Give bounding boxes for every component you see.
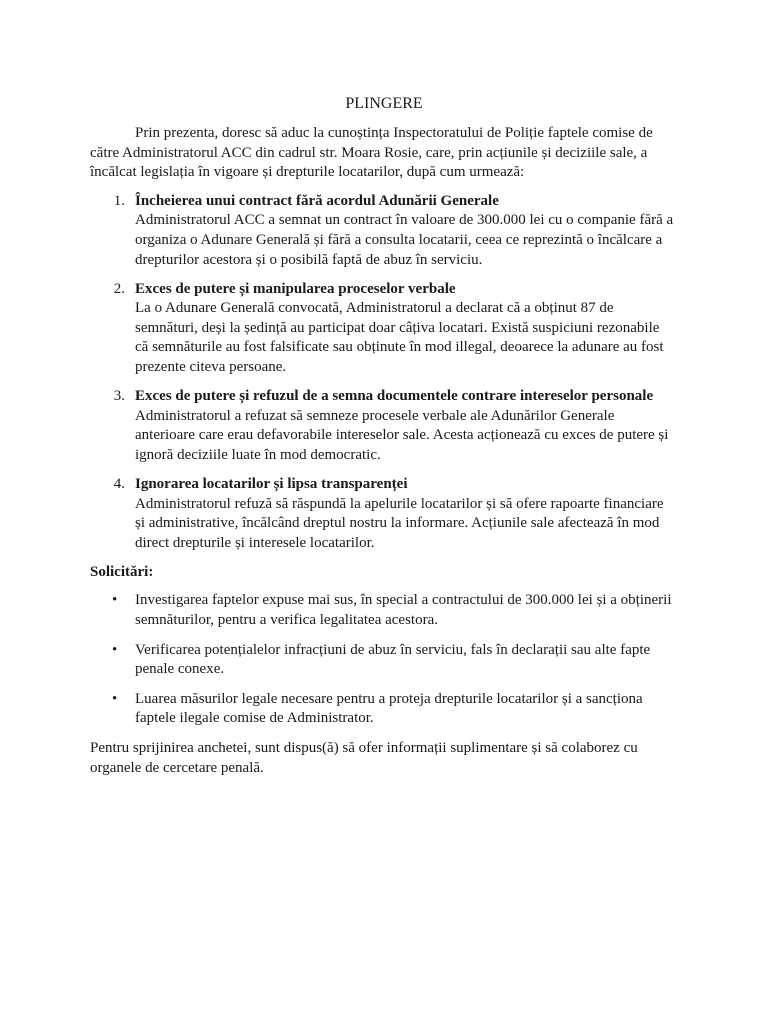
item-heading: Ignorarea locatarilor și lipsa transparenței [135, 476, 408, 492]
complaint-item [90, 192, 676, 270]
document-body [90, 124, 676, 778]
item-text: Administratorul a refuzat să semneze procesele verbale ale Adunărilor Generale anterioare care erau defavorabile intereselor sale. Acesta acționează cu exces de putere și ignoră deciziile luate în mod democratic. [135, 407, 669, 463]
complaint-list [90, 192, 676, 554]
item-number: 4. [113, 476, 125, 492]
complaint-item [90, 387, 676, 465]
complaint-item [90, 280, 676, 378]
item-text: La o Adunare Generală convocată, Administratorul a declarat că a obținut 87 de semnături, deși la ședință au participat doar câțiva locatari. Există suspiciuni rezonabile că semnăturile au fost falsificate sau obținute în mod illegal, deoarece la adunare au fost prezente citeva persoane. [135, 300, 664, 376]
item-heading: Încheierea unui contract fără acordul Adunării Generale [135, 192, 499, 209]
document-title: PLINGERE [345, 95, 423, 112]
intro-paragraph: Prin prezenta, doresc să aduc la cunoștința Inspectoratului de Poliție faptele comise de către Administratorul ACC din cadrul str. Moara Rosie, care, prin acțiunile și deciziile sale, a încălcat legislația în vigoare și drepturile locatarilor, după cum urmează: [90, 125, 653, 181]
request-text: Luarea măsurilor legale necesare pentru a proteja drepturile locatarilor și a sancționa faptele ilegale comise de Administrator. [135, 690, 643, 727]
request-item [90, 690, 676, 729]
request-text: Verificarea potențialelor infracțiuni de abuz în serviciu, fals în declarații sau alte fapte penale conexe. [135, 641, 651, 678]
item-text: Administratorul ACC a semnat un contract în valoare de 300.000 lei cu o companie fără a organiza o Adunare Generală și fără a consulta locatarii, ceea ce reprezintă o încălcare a drepturilor acestora și o posibilă faptă de abuz în serviciu. [135, 212, 674, 268]
item-heading: Exces de putere și manipularea proceselor verbale [135, 280, 456, 297]
bullet-icon: • [112, 592, 118, 609]
item-number: 1. [113, 192, 125, 209]
item-text: Administratorul refuză să răspundă la apelurile locatarilor și să ofere rapoarte financiare și administrative, încălcând dreptul nostru la informare. Acțiunile sale afectează în mod direct drepturile și interesele locatarilor. [135, 495, 664, 551]
item-number: 2. [113, 280, 125, 297]
closing-paragraph: Pentru sprijinirea anchetei, sunt dispus(ă) să ofer informații suplimentare și să colaborez cu organele de cercetare penală. [90, 740, 638, 776]
item-heading: Exces de putere și refuzul de a semna documentele contrare intereselor personale [135, 388, 654, 405]
bullet-icon: • [112, 690, 118, 707]
request-item [90, 591, 676, 630]
requests-heading: Solicitări: [90, 563, 154, 580]
item-number: 3. [113, 388, 125, 405]
bullet-icon: • [112, 641, 118, 658]
complaint-item [90, 475, 676, 553]
request-item [90, 641, 676, 680]
request-text: Investigarea faptelor expuse mai sus, în special a contractului de 300.000 lei și a obținerii semnăturilor, pentru a verifica legalitatea acestora. [135, 592, 672, 629]
requests-list [90, 591, 676, 729]
